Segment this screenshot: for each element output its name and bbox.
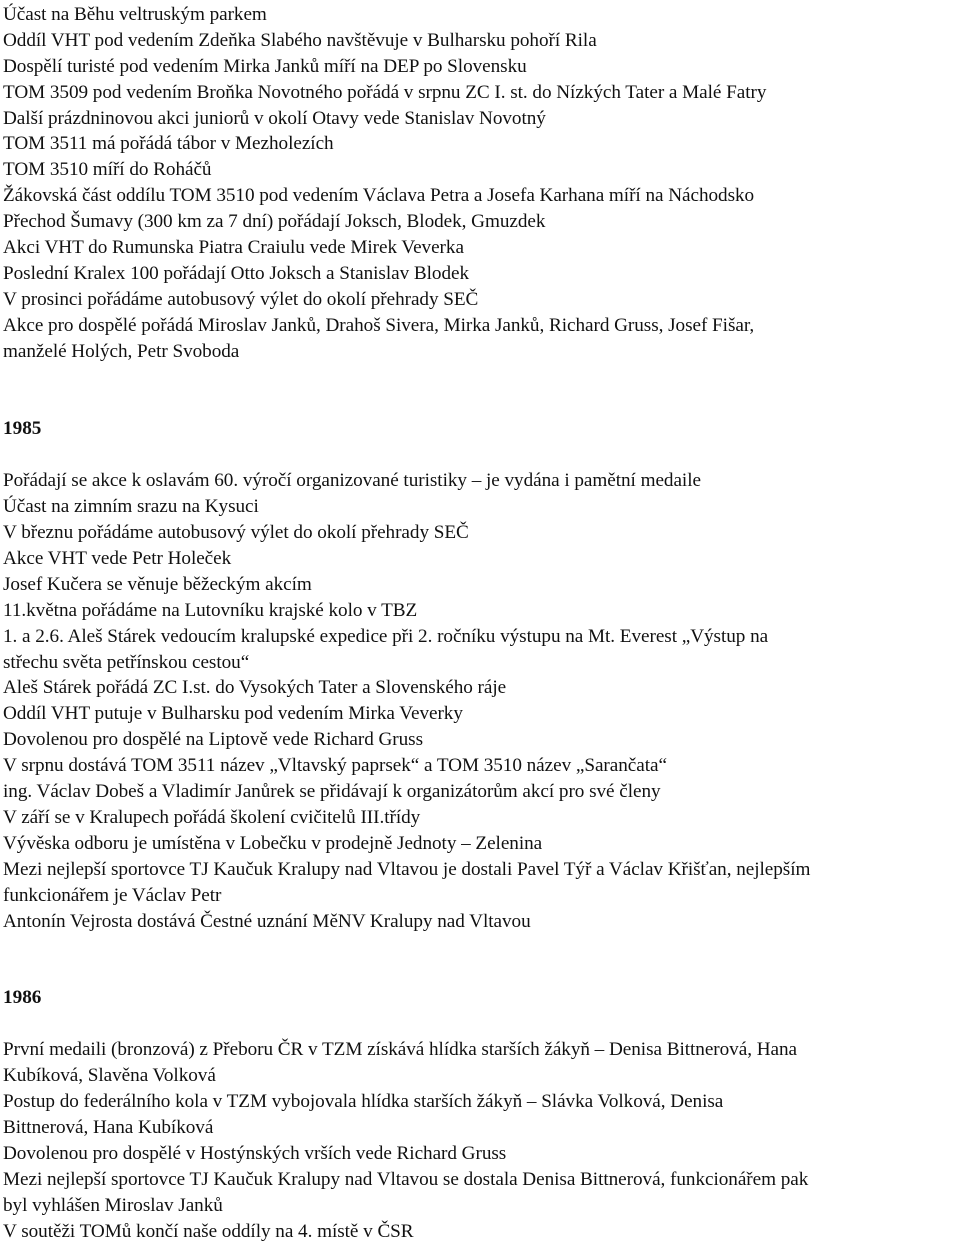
text-line: Oddíl VHT putuje v Bulharsku pod vedením Mirka Veverky (3, 703, 463, 725)
text-line: 11.května pořádáme na Lutovníku krajské kolo v TBZ (3, 599, 418, 621)
text-line: ing. Václav Dobeš a Vladimír Janůrek se přidávají k organizátorům akcí pro své členy (3, 781, 661, 803)
text-line: Aleš Stárek pořádá ZC I.st. do Vysokých Tater a Slovenského ráje (3, 677, 507, 699)
text-line: Dospělí turisté pod vedením Mirka Janků míří na DEP po Slovensku (3, 55, 527, 77)
text-line: Další prázdninovou akci juniorů v okolí Otavy vede Stanislav Novotný (3, 107, 546, 129)
text-line: V březnu pořádáme autobusový výlet do okolí přehrady SEČ (3, 522, 469, 544)
text-line: TOM 3510 míří do Roháčů (3, 159, 212, 181)
year-heading: 1985 (3, 418, 42, 440)
spacer (3, 442, 955, 468)
text-line: Dovolenou pro dospělé na Liptově vede Richard Gruss (3, 729, 424, 751)
text-line: Bittnerová, Hana Kubíková (3, 1116, 214, 1138)
section-1984 (3, 2, 955, 364)
text-line: Žákovská část oddílu TOM 3510 pod vedením Václava Petra a Josefa Karhana míří na Náchodsko (3, 185, 755, 207)
year-heading: 1986 (3, 987, 42, 1009)
text-line: byl vyhlášen Miroslav Janků (3, 1194, 223, 1216)
text-line: Pořádají se akce k oslavám 60. výročí organizované turistiky – je vydána i pamětní medaile (3, 470, 701, 492)
text-line: manželé Holých, Petr Svoboda (3, 340, 240, 362)
text-line: funkcionářem je Václav Petr (3, 884, 222, 906)
text-line: Akci VHT do Rumunska Piatra Craiulu vede Mirek Veverka (3, 237, 464, 259)
text-line: Poslední Kralex 100 pořádají Otto Joksch a Stanislav Blodek (3, 262, 470, 284)
text-line: Přechod Šumavy (300 km za 7 dní) pořádají Joksch, Blodek, Gmuzdek (3, 211, 546, 233)
text-line: Účast na zimním srazu na Kysuci (3, 496, 259, 518)
text-line: V soutěži TOMů končí naše oddíly na 4. místě v ČSR (3, 1220, 414, 1242)
text-line: střechu světa petřínskou cestou“ (3, 651, 250, 673)
text-line: Vývěska odboru je umístěna v Lobečku v prodejně Jednoty – Zelenina (3, 832, 543, 854)
section-1986 (3, 985, 955, 1244)
text-line: Akce VHT vede Petr Holeček (3, 548, 232, 570)
spacer (3, 1011, 955, 1037)
text-line: V prosinci pořádáme autobusový výlet do okolí přehrady SEČ (3, 288, 479, 310)
text-line: Antonín Vejrosta dostává Čestné uznání MěNV Kralupy nad Vltavou (3, 910, 531, 932)
document-page (3, 2, 955, 1244)
text-line: 1. a 2.6. Aleš Stárek vedoucím kralupské expedice při 2. ročníku výstupu na Mt. Everest „Výstup na (3, 625, 769, 647)
text-line: Účast na Běhu veltruským parkem (3, 4, 267, 25)
text-line: Josef Kučera se věnuje běžeckým akcím (3, 573, 312, 595)
spacer (3, 934, 955, 985)
text-line: Mezi nejlepší sportovce TJ Kaučuk Kralupy nad Vltavou se dostala Denisa Bittnerová, funkcionářem pak (3, 1168, 809, 1190)
text-line: V září se v Kralupech pořádá školení cvičitelů III.třídy (3, 806, 421, 828)
text-line: TOM 3509 pod vedením Broňka Novotného pořádá v srpnu ZC I. st. do Nízkých Tater a Malé Fatry (3, 81, 767, 103)
spacer (3, 364, 955, 416)
text-line: Postup do federálního kola v TZM vybojovala hlídka starších žákyň – Slávka Volková, Denisa (3, 1091, 724, 1113)
section-1985 (3, 416, 955, 934)
text-line: První medaili (bronzová) z Přeboru ČR v TZM získává hlídka starších žákyň – Denisa Bittnerová, Hana (3, 1039, 797, 1061)
text-line: TOM 3511 má pořádá tábor v Mezholezích (3, 133, 334, 155)
text-line: V srpnu dostává TOM 3511 název „Vltavský paprsek“ a TOM 3510 název „Sarančata“ (3, 755, 667, 777)
text-line: Oddíl VHT pod vedením Zdeňka Slabého navštěvuje v Bulharsku pohoří Rila (3, 29, 597, 51)
text-line: Akce pro dospělé pořádá Miroslav Janků, Drahoš Sivera, Mirka Janků, Richard Gruss, Josef Fišar, (3, 314, 755, 336)
text-line: Dovolenou pro dospělé v Hostýnských vrších vede Richard Gruss (3, 1142, 507, 1164)
text-line: Kubíková, Slavěna Volková (3, 1065, 216, 1087)
text-line: Mezi nejlepší sportovce TJ Kaučuk Kralupy nad Vltavou je dostali Pavel Týř a Václav Křišťan, nejlepším (3, 858, 811, 880)
